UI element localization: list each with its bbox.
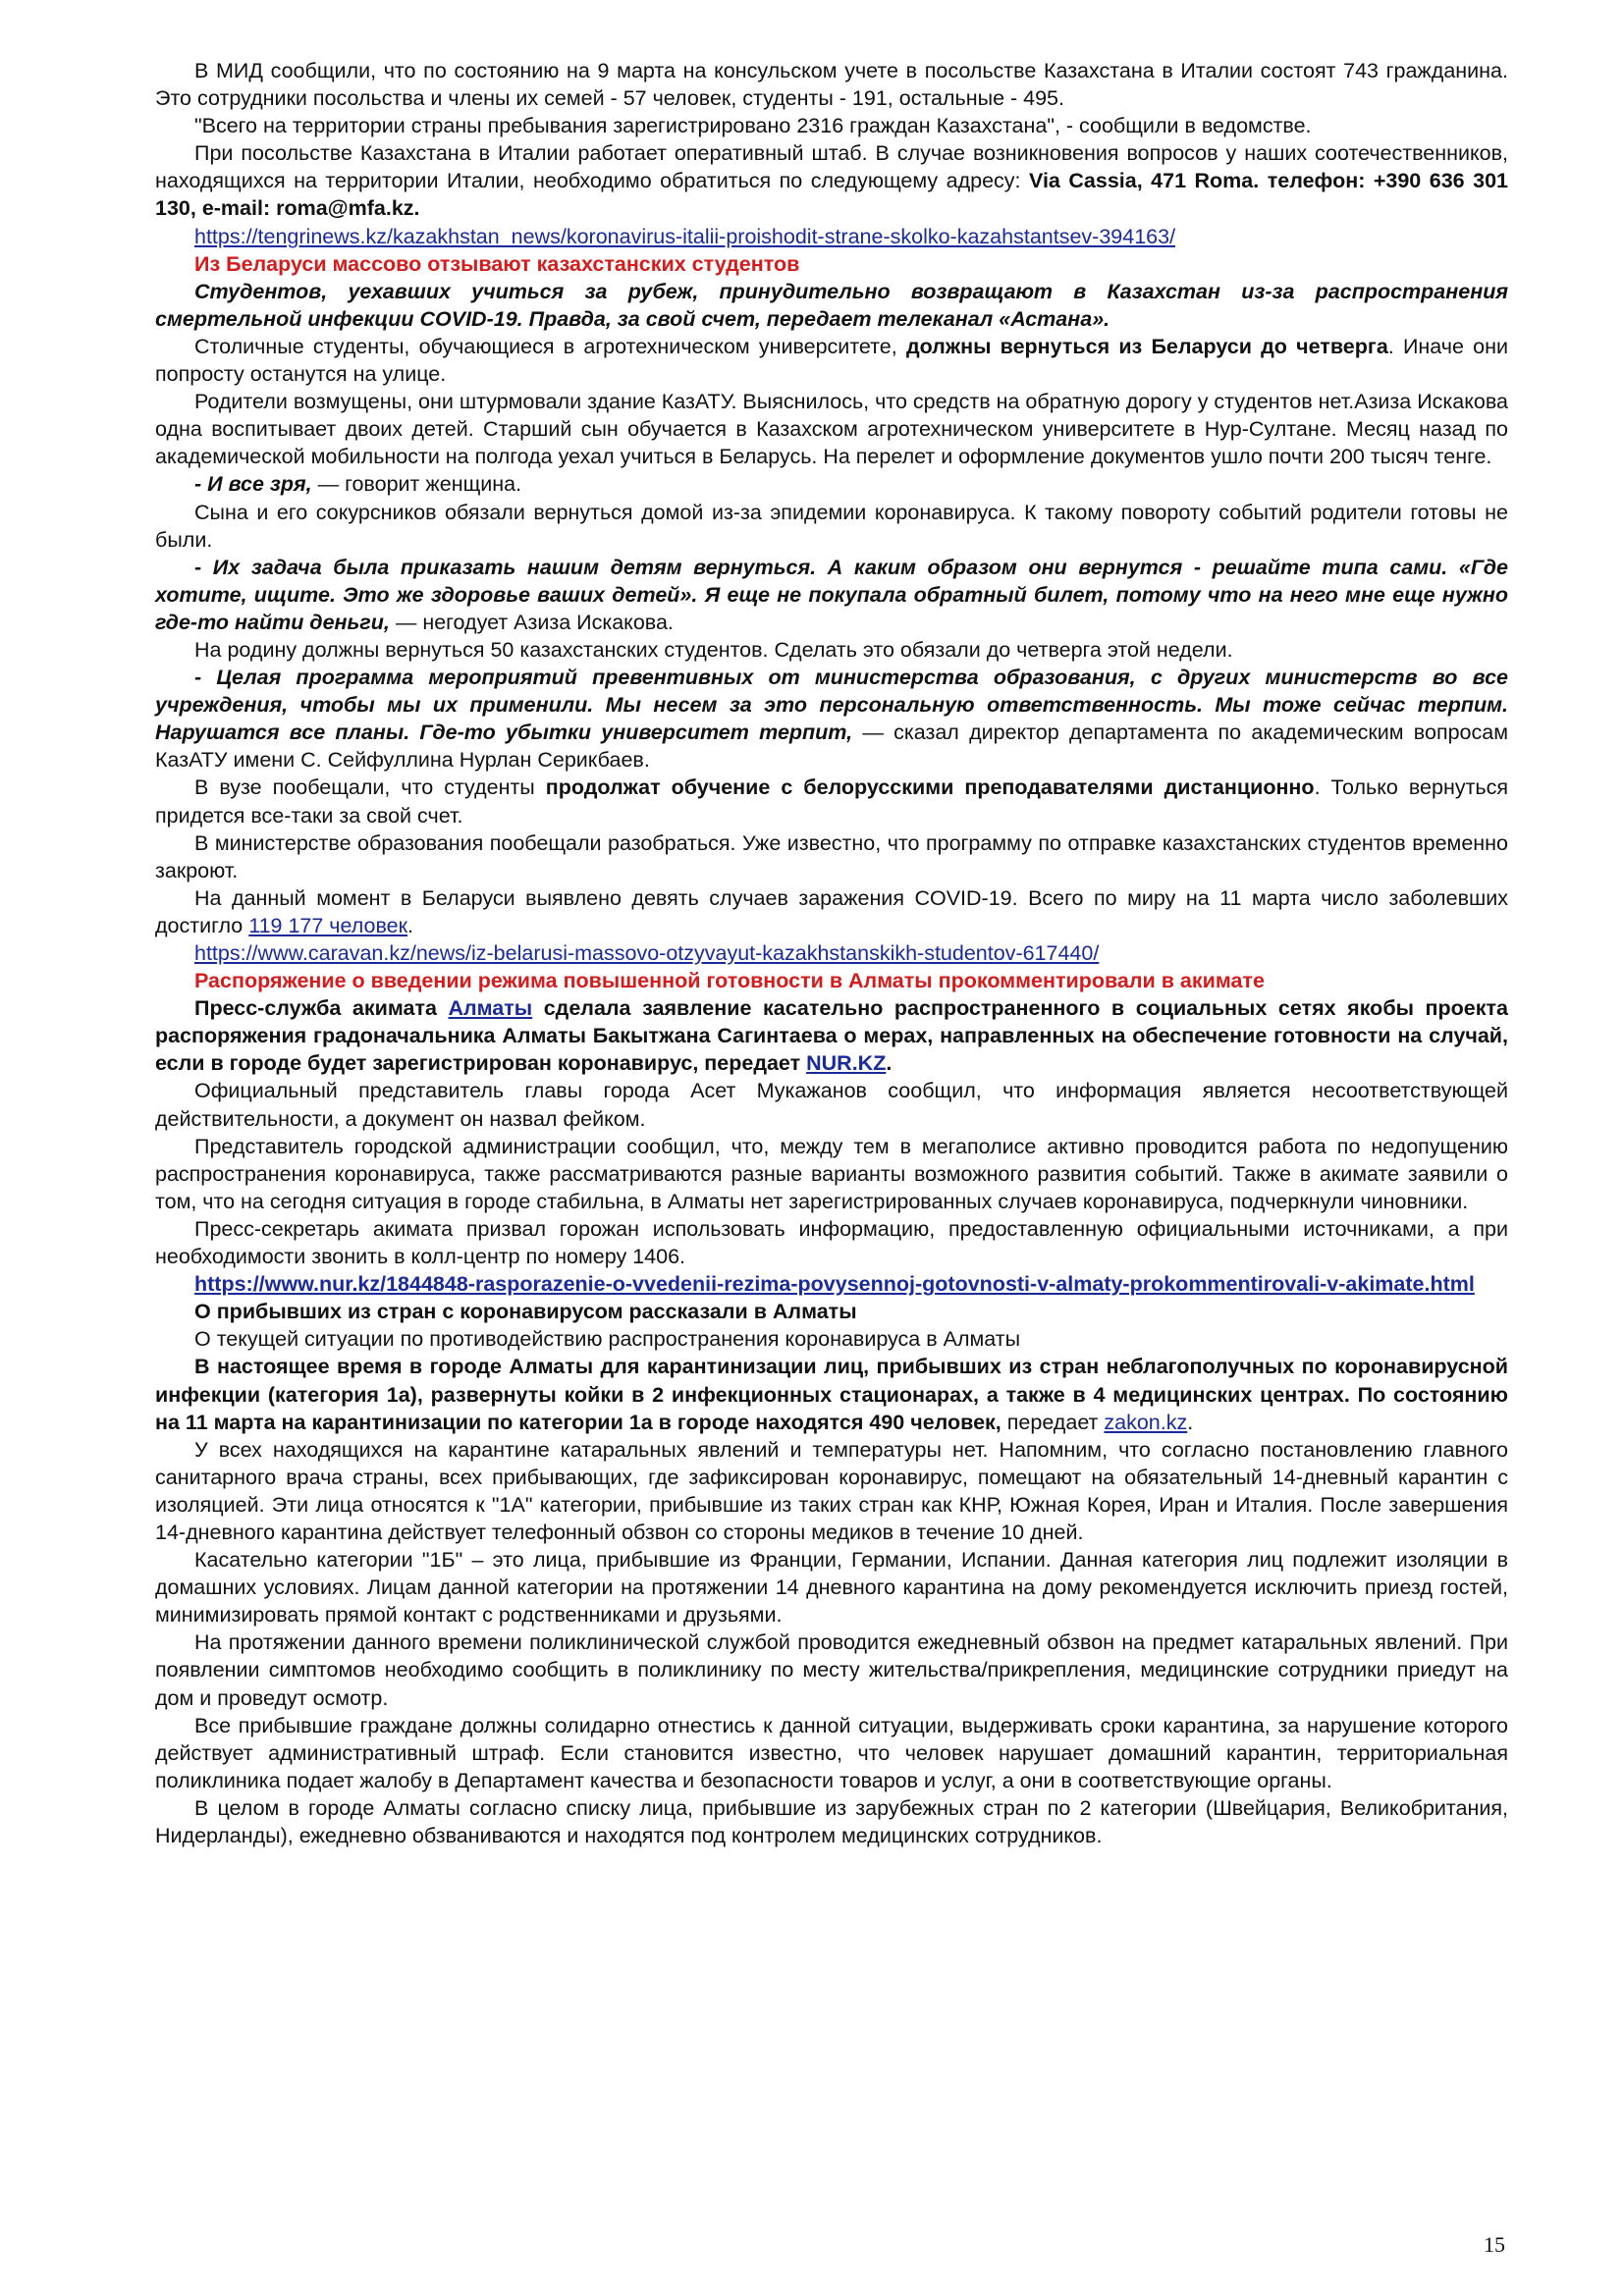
paragraph: В министерстве образования пообещали разобраться. Уже известно, что программу по отправке казахстанских студентов временно закроют. (155, 830, 1508, 882)
page-number: 15 (1484, 2232, 1505, 2257)
source-link-line (155, 223, 1508, 250)
article-belarus (155, 250, 1508, 967)
text-span: . (407, 913, 414, 937)
article-subtitle: О текущей ситуации по противодействию распространения коронавируса в Алматы (194, 1327, 1021, 1352)
paragraph: Пресс-секретарь акимата призвал горожан использовать информацию, предоставленную официальными источниками, а при необходимости звонить в колл-центр по номеру 1406. (155, 1216, 1508, 1269)
paragraph: У всех находящихся на карантине катаральных явлений и температуры нет. Напомним, что согласно постановлению главного санитарного врача страны, всех прибывающих, где зафиксирован коронавирус, помещают на обязательный 14-дневный карантин с изоляцией. Эти лица относятся к "1А" категории, прибывшие из таких стран как КНР, Южная Корея, Иран и Италия. После завершения 14-дневного карантина действует телефонный обзвон со стороны медиков в течение 10 дней. (155, 1437, 1508, 1544)
article-title: Распоряжение о введении режима повышенной готовности в Алматы прокомментировали в акимате (194, 969, 1265, 993)
quote: - И все зря, (194, 472, 312, 497)
bold-span: В настоящее время в городе Алматы для карантинизации лиц, прибывших из стран неблагополучных по коронавирусной инфекции (категория 1а), развернуты койки в 2 инфекционных стационарах, а также в 4 медицинских центрах. По состоянию на 11 марта на карантинизации по категории 1а в городе находятся 490 человек, (155, 1355, 1508, 1434)
text-span: На данный момент в Беларуси выявлено девять случаев заражения COVID-19. Всего по миру на 11 марта число заболевших достигло (155, 885, 1508, 937)
almaty-link[interactable]: Алматы (448, 996, 533, 1021)
source-link-nurkz[interactable]: https://www.nur.kz/1844848-rasporazenie-o-vvedenii-rezima-povysennoj-gotovnosti-v-almaty-prokommentirovali-v-akimate.html (194, 1272, 1475, 1297)
cases-count-link[interactable]: 119 177 человек (248, 913, 408, 937)
paragraph: Родители возмущены, они штурмовали здание КазАТУ. Выяснилось, что средств на обратную дорогу у студентов нет.Азиза Искакова одна воспитывает двоих детей. Старший сын обучается в Казахском агротехническом университете в Нур-Султане. Месяц назад по академической мобильности на полгода уехал учиться в Беларусь. На перелет и оформление документов ушло почти 200 тысяч тенге. (155, 390, 1508, 469)
article-lead: Студентов, уехавших учиться за рубеж, принудительно возвращают в Казахстан из-за распространения смертельной инфекции COVID-19. Правда, за свой счет, передает телеканал «Астана». (155, 279, 1508, 331)
paragraph-contacts (155, 139, 1508, 222)
article-title: О прибывших из стран с коронавирусом рассказали в Алматы (194, 1300, 857, 1324)
text-span: — негодует Азиза Искакова. (389, 610, 674, 634)
paragraph (155, 333, 1508, 388)
article-lead (155, 1353, 1508, 1435)
paragraph: Официальный представитель главы города Асет Мукажанов сообщил, что информация является несоответствующей действительности, а документ он назвал фейком. (155, 1079, 1508, 1131)
text-span: . Иначе они попросту останутся на улице. (155, 334, 1508, 387)
source-link-line (155, 1270, 1508, 1298)
text-span: . (886, 1051, 893, 1076)
paragraph: Сына и его сокурсников обязали вернуться домой из-за эпидемии коронавируса. К такому повороту событий родители готовы не были. (155, 500, 1508, 552)
text-span: — сказал директор департамента по академическим вопросам КазАТУ имени С. Сейфуллина Нурлан Серикбаев. (155, 721, 1508, 773)
article-arrivals (155, 1298, 1508, 1849)
article-lead (155, 994, 1508, 1077)
text-span: сделала заявление касательно распространенного в социальных сетях якобы проекта распоряжения градоначальника Алматы Бакытжана Сагинтаева о мерах, направленных на обеспечение готовности на случай, если в городе будет зарегистрирован коронавирус, передает (155, 996, 1508, 1076)
quote-paragraph (155, 664, 1508, 774)
source-link-caravan[interactable]: https://www.caravan.kz/news/iz-belarusi-massovo-otzyvayut-kazakhstanskikh-studentov-617440/ (194, 941, 1100, 965)
paragraph: На родину должны вернуться 50 казахстанских студентов. Сделать это обязали до четверга этой недели. (194, 637, 1233, 662)
text-span: Столичные студенты, обучающиеся в агротехническом университете, (194, 334, 906, 358)
text-span: В вузе пообещали, что студенты (194, 775, 546, 800)
article-italy (155, 57, 1508, 250)
zakonkz-link[interactable]: zakon.kz (1104, 1410, 1188, 1434)
paragraph: В МИД сообщили, что по состоянию на 9 марта на консульском учете в посольстве Казахстана в Италии состоят 743 гражданина. Это сотрудники посольства и члены их семей - 57 человек, студенты - 191, остальные - 495. (155, 59, 1508, 111)
embassy-address: Via Cassia, 471 Roma. телефон: +390 636 301 130, e-mail: roma@mfa.kz. (155, 169, 1508, 221)
text-span: Пресс-служба акимата (194, 996, 449, 1021)
paragraph (155, 774, 1508, 828)
bold-span: должны вернуться из Беларуси до четверга (905, 334, 1388, 358)
paragraph (155, 884, 1508, 939)
paragraph: На протяжении данного времени поликлинической службой проводится ежедневный обзвон на предмет катаральных явлений. При появлении симптомов необходимо сообщить в поликлинику по месту жительства/прикрепления, медицинские сотрудники приедут на дом и проведут осмотр. (155, 1630, 1508, 1710)
paragraph: Представитель городской администрации сообщил, что, между тем в мегаполисе активно проводится работа по недопущению распространения коронавируса, также рассматриваются разные варианты возможного развития событий. Также в акимате заявили о том, что на сегодня ситуация в городе стабильна, в Алматы нет зарегистрированных случаев коронавируса, подчеркнули чиновники. (155, 1134, 1508, 1213)
bold-span: продолжат обучение с белорусскими преподавателями дистанционно (545, 775, 1315, 800)
quote: - Целая программа мероприятий превентивных от министерства образования, с других министерств во все учреждения, чтобы мы их применили. Мы несем за это персональную ответственность. Мы тоже сейчас терпим. Нарушатся все планы. Где-то убытки университет терпит, (155, 666, 1508, 745)
article-title: Из Беларуси массово отзывают казахстанских студентов (194, 251, 800, 276)
source-link-tengrinews[interactable]: https://tengrinews.kz/kazakhstan_news/koronavirus-italii-proishodit-strane-skolko-kazahstantsev-394163/ (194, 224, 1176, 248)
quote: - Их задача была приказать нашим детям вернуться. А каким образом они вернутся - решайте типа сами. «Где хотите, ищите. Это же здоровье ваших детей». Я еще не покупала обратный билет, потому что на него мне еще нужно где-то найти деньги, (155, 555, 1508, 634)
text-span: — говорит женщина. (311, 472, 522, 497)
paragraph-text: При посольстве Казахстана в Италии работает оперативный штаб. В случае возникновения вопросов у наших соотечественников, находящихся на территории Италии, необходимо обратиться по следующему адресу: (155, 141, 1508, 193)
text-span: . (1187, 1410, 1194, 1434)
text-span: . Только вернуться придется все-таки за свой счет. (155, 775, 1509, 828)
paragraph: В целом в городе Алматы согласно списку лица, прибывшие из зарубежных стран по 2 категории (Швейцария, Великобритания, Нидерланды), ежедневно обзваниваются и находятся под контролем медицинских сотрудников. (155, 1795, 1508, 1847)
source-link-line (155, 939, 1508, 967)
paragraph: "Всего на территории страны пребывания зарегистрировано 2316 граждан Казахстана", - сообщили в ведомстве. (194, 114, 1312, 138)
text-span: передает (1001, 1410, 1105, 1434)
quote-paragraph (155, 470, 1508, 498)
nurkz-link[interactable]: NUR.KZ (806, 1051, 887, 1076)
document-page (155, 57, 1508, 1849)
paragraph: Касательно категории "1Б" – это лица, прибывшие из Франции, Германии, Испании. Данная категория лиц подлежит изоляции в домашних условиях. Лицам данной категории на протяжении 14 дневного карантина на дому рекомендуется исключить приезд гостей, минимизировать прямой контакт с родственниками и друзьями. (155, 1548, 1508, 1628)
paragraph: Все прибывшие граждане должны солидарно отнестись к данной ситуации, выдерживать сроки карантина, за нарушение которого действует административный штраф. Если становится известно, что человек нарушает домашний карантин, территориальная поликлиника подает жалобу в Департамент качества и безопасности товаров и услуг, а они в соответствующие органы. (155, 1713, 1508, 1792)
article-akimat (155, 967, 1508, 1298)
quote-paragraph (155, 554, 1508, 636)
